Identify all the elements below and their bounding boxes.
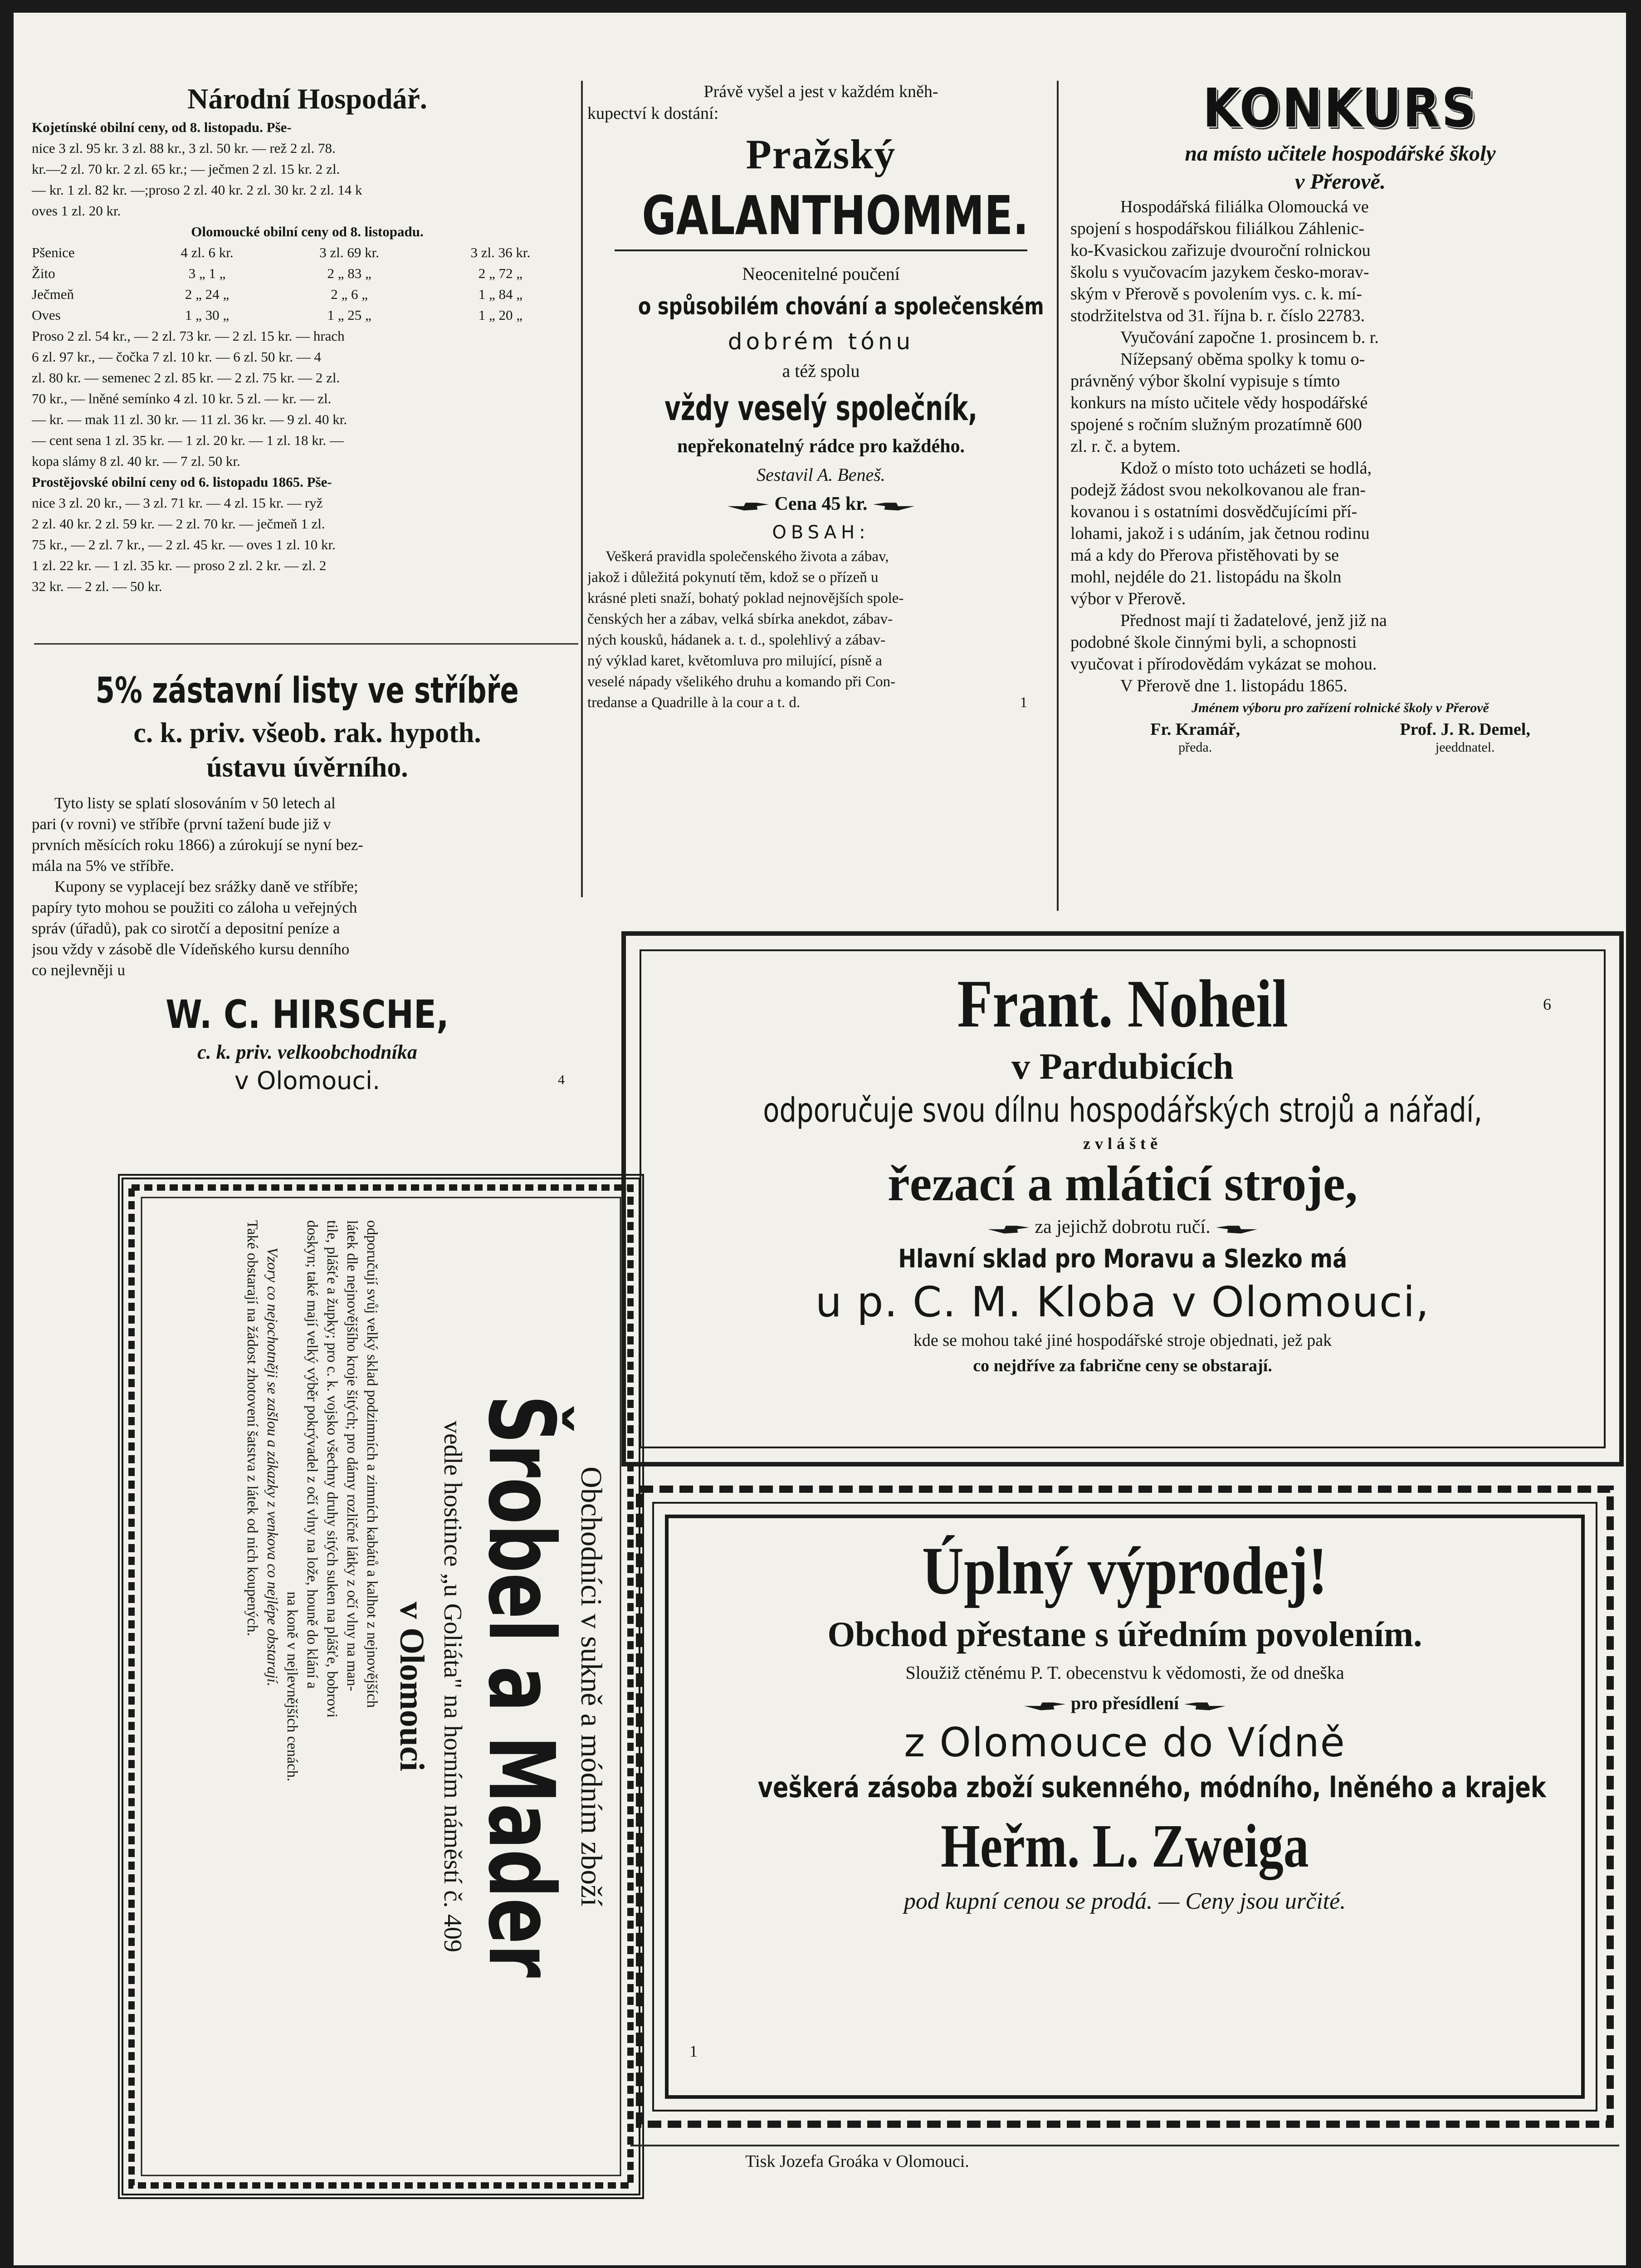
olomouc-prices — [32, 326, 583, 472]
advert-number: 1 — [1020, 694, 1027, 711]
market-prices-section — [32, 81, 583, 597]
text-line: právněný výbor školní vypisuje s tímto — [1070, 371, 1340, 391]
price-text: Cena 45 kr. — [774, 494, 868, 514]
text-line: Kdož o místo toto ucházeti se hodlá, — [1120, 459, 1372, 478]
section-title: Národní Hospodář. — [187, 83, 427, 115]
text-line: Přednost mají ti žadatelové, jenž již na — [1120, 611, 1387, 630]
price-cell: 2 „ 83 „ — [327, 265, 371, 281]
advert-headline: 5% zástavní listy ve stříbře — [95, 670, 519, 711]
text-line: Tyto listy se splatí slosováním v 50 letech al — [54, 794, 336, 812]
guarantee-line — [626, 1212, 1619, 1242]
price-cell: 3 zl. 69 kr. — [319, 244, 380, 260]
grain-name-cell: Žito — [32, 265, 55, 281]
price-cell: 2 „ 72 „ — [478, 265, 523, 281]
zweig-advert — [635, 1485, 1615, 2129]
text-line: konkurs na místo učitele vědy hospodářské — [1070, 393, 1368, 412]
text-line: mála na 5% ve stříbře. — [32, 857, 174, 875]
advert-line: zvláště — [1083, 1134, 1162, 1153]
grain-name-cell: Ječmeň — [32, 286, 74, 302]
footer-rule — [630, 2145, 1619, 2146]
signatures — [1070, 719, 1610, 756]
signature-name: Prof. J. R. Demel, — [1400, 720, 1530, 739]
text-line: čenských her a zábav, velká sbírka anekdot, zábav- — [587, 611, 893, 627]
price-line: nice 3 zl. 95 kr. 3 zl. 88 kr., 3 zl. 50 kr. — rež 2 zl. 78. — [32, 140, 336, 156]
price-cell: 1 „ 20 „ — [478, 307, 523, 323]
intro-line: Právě vyšel a jest v každém kněh- — [703, 82, 938, 101]
text-line: Vyučování započne 1. prosincem b. r. — [1120, 328, 1379, 347]
company-name: Frant. Noheil — [957, 966, 1288, 1041]
company-name: Šrobel a Mader — [468, 1395, 574, 1978]
price-line: nice 3 zl. 20 kr., — 3 zl. 71 kr. — 4 zl. 15 kr. — ryž — [32, 495, 323, 511]
srobel-advert — [118, 1174, 644, 2199]
price-line: — cent sena 1 zl. 35 kr. — 1 zl. 20 kr. — 1 zl. 18 kr. — — [32, 432, 344, 448]
text-line: pari (v rovni) ve stříbře (první tažení bude již v — [32, 815, 331, 833]
price-line: kopa slámy 8 zl. 40 kr. — 7 zl. 50 kr. — [32, 453, 240, 469]
advert-address: u p. C. M. Kloba v Olomouci, — [815, 1278, 1430, 1326]
zweig-content — [671, 1530, 1578, 1918]
text-line: doskyn; také mají velký výběr pokrývadel z očí vlny na lože, houně do klání a — [304, 1220, 320, 1689]
olomouc-price-table — [32, 242, 576, 326]
relocation-text: pro přesídlení — [1070, 1693, 1179, 1713]
price-cell: 2 „ 6 „ — [331, 286, 368, 302]
text-line: tile, plášťe a župky; pro c. k. vojsko všechny druhy sitých suken na plášťe, bobrovi — [324, 1220, 340, 1718]
relocation-line — [671, 1689, 1578, 1718]
advert-number: 6 — [1543, 995, 1551, 1013]
price-line: 32 kr. — 2 zl. — 50 kr. — [32, 578, 162, 594]
signature-block — [1150, 719, 1240, 756]
company-city: v Olomouci — [393, 1602, 431, 1771]
book-title-small: Pražský — [746, 131, 896, 177]
text-line: stodržitelstva od 31. října b. r. číslo 22783. — [1070, 306, 1365, 325]
section-divider — [34, 643, 578, 645]
text-line: prvních měsících roku 1866) a zúrokují se nyní bez- — [32, 836, 363, 854]
price-line: Kojetínské obilní ceny, od 8. listopadu. Pše- — [32, 119, 292, 135]
price-line: Prostějovské obilní ceny od 6. listopadu 1865. Pše- — [32, 474, 332, 490]
price-line: 75 kr., — 2 zl. 7 kr., — 2 zl. 45 kr. — oves 1 zl. 10 kr. — [32, 537, 336, 552]
price-cell: 1 „ 25 „ — [327, 307, 371, 323]
price-cell: 1 „ 84 „ — [478, 286, 523, 302]
price-table-row — [32, 305, 576, 326]
olomouc-heading: Olomoucké obilní ceny od 8. listopadu. — [191, 224, 424, 240]
text-line: odporučují svůj velký sklad podzimních a zimních kabátů a kalhot z nejnovějších — [364, 1220, 380, 1708]
advert-line: co nejdříve za fabrične ceny se obstarají. — [973, 1356, 1272, 1375]
firm-name: W. C. HIRSCHE, — [166, 992, 449, 1037]
text-line: jsou vždy v zásobě dle Vídeňského kursu denního — [32, 940, 350, 958]
signature-block — [1400, 719, 1530, 756]
advert-line: odporučuje svou dílnu hospodářských strojů a nářadí, — [763, 1091, 1482, 1130]
guarantee-text: za jejichž dobrotu ručí. — [1035, 1217, 1211, 1237]
signature-role: jeeddnatel. — [1435, 740, 1495, 755]
price-line — [587, 489, 1055, 519]
committee-line: Jménem výboru pro zařízení rolnické školy v Přerově — [1192, 700, 1489, 715]
sale-title: Úplný výprodej! — [922, 1533, 1328, 1608]
advert-paragraph — [32, 793, 583, 981]
text-line: Hospodářská filiálka Olomoucká ve — [1120, 197, 1369, 216]
advert-line: Obchod přestane s úředním povolením. — [827, 1614, 1422, 1654]
price-line: 6 zl. 97 kr., — čočka 7 zl. 10 kr. — 6 zl. 50 kr. — 4 — [32, 349, 321, 365]
text-line: lohami, jakož i s udáním, jak četnou rodinu — [1070, 524, 1370, 543]
text-line: má a kdy do Přerova přistěhovati by se — [1070, 546, 1339, 565]
signature-name: Fr. Kramář, — [1150, 720, 1241, 739]
notice-title: KONKURS — [1202, 77, 1478, 139]
hirsche-advert — [32, 666, 583, 1097]
pointing-hand-right-icon — [987, 1220, 1030, 1237]
book-line: o spůsobilém chování a společenském — [638, 293, 1044, 320]
text-line: správ (úřadů), pak co sirotčí a depositní peníze a — [32, 919, 340, 937]
price-cell: 2 „ 24 „ — [185, 286, 230, 302]
text-line: veselé nápady všelikého druhu a komando při Con- — [587, 674, 896, 690]
company-name: Heřm. L. Zweiga — [941, 1812, 1309, 1880]
text-line: podejž žádost svou nekolkovanou ale fran- — [1070, 480, 1366, 499]
advert-line: Hlavní sklad pro Moravu a Slezko má — [898, 1244, 1347, 1274]
srobel-text — [242, 1220, 611, 2153]
text-line: Také obstarají na žádost zhotovení šatstva z látek od nich koupených. — [244, 1220, 260, 1636]
price-line: 70 kr., — lněné semínko 4 zl. 10 kr. 5 zl. — kr. — zl. — [32, 391, 332, 406]
advert-number: 1 — [689, 2042, 698, 2060]
text-line: na koně v nejlevnějších cenách. — [284, 1591, 300, 1782]
firm-city: v Olomouci. — [234, 1066, 381, 1095]
text-line: školu s vyučovacím jazykem česko-morav- — [1070, 263, 1369, 282]
advert-line: z Olomouce do Vídně — [904, 1719, 1346, 1766]
text-line: látek dle nejnovějšího kroje šitých; pro dámy rozličné látky z očí vlny na man- — [344, 1220, 360, 1691]
noheil-content — [626, 963, 1619, 1378]
text-line: tredanse a Quadrille à la cour a t. d. — [587, 694, 801, 711]
advert-line: veškerá zásoba zboží sukenného, módního, lněného a krajek — [757, 1771, 1546, 1804]
text-line: papíry tyto mohou se použiti co záloha u veřejných — [32, 899, 357, 916]
advert-line: Sloužiž ctěnému P. T. obecenstvu k vědomosti, že od dneška — [905, 1662, 1344, 1683]
notice-subtitle: v Přerově. — [1295, 170, 1386, 194]
prostejov-prices — [32, 472, 583, 597]
text-line: spojené s ročním služným prozatímně 600 — [1070, 415, 1362, 434]
text-line: mohl, nejdéle do 21. listopádu na školn — [1070, 567, 1342, 587]
advert-subline: c. k. priv. všeob. rak. hypoth. — [133, 718, 481, 748]
text-line: zl. r. č. a bytem. — [1070, 437, 1181, 456]
book-line: Neocenitelné poučení — [742, 264, 900, 284]
price-table-row — [32, 263, 576, 284]
advert-subline: ústavu úvěrního. — [206, 752, 408, 783]
advert-line: pod kupní cenou se prodá. — Ceny jsou určité. — [904, 1888, 1346, 1914]
text-line: ko-Kvasickou zařizuje dvouroční rolnickou — [1070, 241, 1371, 260]
price-line: Proso 2 zl. 54 kr., — 2 zl. 73 kr. — 2 zl. 15 kr. — hrach — [32, 328, 345, 344]
price-cell: 3 zl. 36 kr. — [470, 244, 531, 260]
price-line: — kr. — mak 11 zl. 30 kr. — 11 zl. 36 kr. — 9 zl. 40 kr. — [32, 411, 347, 427]
text-line: krásné pleti snaží, bohatý poklad nejnovějších spole- — [587, 590, 904, 606]
author-line: Sestavil A. Beneš. — [757, 464, 885, 485]
intro-line: kupectví k dostání: — [587, 104, 719, 123]
newspaper-page — [14, 13, 1626, 2265]
notice-date: V Přerově dne 1. listopádu 1865. — [1120, 676, 1348, 695]
price-line: 1 zl. 22 kr. — 1 zl. 35 kr. — proso 2 zl. 2 kr. — zl. 2 — [32, 557, 327, 573]
contents-heading: OBSAH: — [772, 522, 870, 543]
rotated-content — [123, 1179, 639, 2194]
text-line: výbor v Přerově. — [1070, 589, 1186, 608]
text-line: jakož i důležitá pokynutí těm, kdož se o přízeň u — [587, 569, 879, 586]
price-line: oves 1 zl. 20 kr. — [32, 203, 121, 219]
price-line: — kr. 1 zl. 82 kr. —;proso 2 zl. 40 kr. 2 zl. 30 kr. 2 zl. 14 k — [32, 182, 362, 198]
grain-name-cell: Pšenice — [32, 244, 75, 260]
pointing-hand-left-icon — [1215, 1220, 1258, 1237]
grain-name-cell: Oves — [32, 307, 61, 323]
price-cell: 3 „ 1 „ — [188, 265, 226, 281]
firm-subtitle: c. k. priv. velkoobchodníka — [197, 1041, 417, 1063]
pointing-hand-right-icon — [1023, 1696, 1066, 1714]
notice-subtitle: na místo učitele hospodářské školy — [1185, 142, 1496, 166]
kojetin-prices — [32, 117, 583, 221]
column-rule-right — [1057, 81, 1059, 911]
text-line: Kupony se vyplacejí bez srážky daně ve stříbře; — [54, 878, 358, 895]
book-line: dobrém tónu — [728, 328, 914, 355]
printer-imprint: Tisk Jozefa Groáka v Olomouci. — [745, 2152, 969, 2171]
advert-line: Obchodníci v sukně a módním zboží — [575, 1466, 608, 1906]
text-line: ných kousků, hádanek a. t. d., spolehlivý a zábav- — [587, 632, 886, 648]
company-city: v Pardubicích — [1011, 1046, 1234, 1087]
konkurs-notice — [1070, 76, 1610, 756]
pointing-hand-left-icon — [1183, 1696, 1226, 1714]
signature-role: předa. — [1178, 740, 1212, 755]
price-cell: 4 zl. 6 kr. — [181, 244, 234, 260]
price-line: zl. 80 kr. — semenec 2 zl. 85 kr. — 2 zl. 75 kr. — 2 zl. — [32, 370, 340, 386]
text-line: Vzory co nejochotněji se zašlou a zákazky z venkova co nejlépe obstarají. — [264, 1247, 280, 1686]
text-line: Nížepsaný oběma spolky k tomu o- — [1120, 350, 1365, 369]
title-rule — [615, 249, 1027, 251]
galanthomme-advert — [587, 81, 1055, 713]
price-table-row — [32, 284, 576, 305]
text-line: co nejlevněji u — [32, 961, 126, 979]
noheil-advert — [621, 931, 1624, 1466]
price-line: 2 zl. 40 kr. 2 zl. 59 kr. — 2 zl. 70 kr. — ječmeň 1 zl. — [32, 516, 325, 532]
pointing-hand-right-icon — [727, 497, 770, 514]
advert-line: kde se mohou také jiné hospodářské stroje objednati, jež pak — [913, 1331, 1332, 1350]
advert-highlight: řezací a mláticí stroje, — [887, 1156, 1358, 1211]
book-line: a též spolu — [782, 361, 860, 381]
contents-text — [587, 546, 1055, 713]
advert-line: vedle hostince „u Goliáta" na horním náměstí č. 409 — [439, 1420, 467, 1953]
text-line: spojení s hospodářskou filiálkou Záhlenic- — [1070, 219, 1364, 238]
text-line: ským v Přerově s povolením vys. c. k. mí- — [1070, 284, 1362, 303]
notice-body — [1070, 196, 1610, 697]
pointing-hand-left-icon — [872, 497, 915, 514]
text-line: vyučovat i přírodovědám vykázat se mohou. — [1070, 655, 1377, 674]
price-table-row — [32, 242, 576, 263]
text-line: podobné škole činnými byli, a schopnosti — [1070, 633, 1357, 652]
price-cell: 1 „ 30 „ — [185, 307, 230, 323]
advert-body — [242, 1220, 382, 2153]
text-line: kovanou i s ostatními dosvědčujícími pří- — [1070, 502, 1358, 521]
advert-number: 4 — [558, 1072, 565, 1087]
book-title: GALANTHOMME. — [642, 184, 1029, 247]
price-line: kr.—2 zl. 70 kr. 2 zl. 65 kr.; — ječmen 2 zl. 15 kr. 2 zl. — [32, 161, 340, 177]
book-line: nepřekonatelný rádce pro každého. — [677, 436, 965, 457]
book-line: vždy veselý společník, — [664, 388, 977, 428]
text-line: ný výklad karet, květomluva pro milující, písně a — [587, 653, 882, 669]
text-line: Veškerá pravidla společenského života a zábav, — [606, 548, 889, 565]
